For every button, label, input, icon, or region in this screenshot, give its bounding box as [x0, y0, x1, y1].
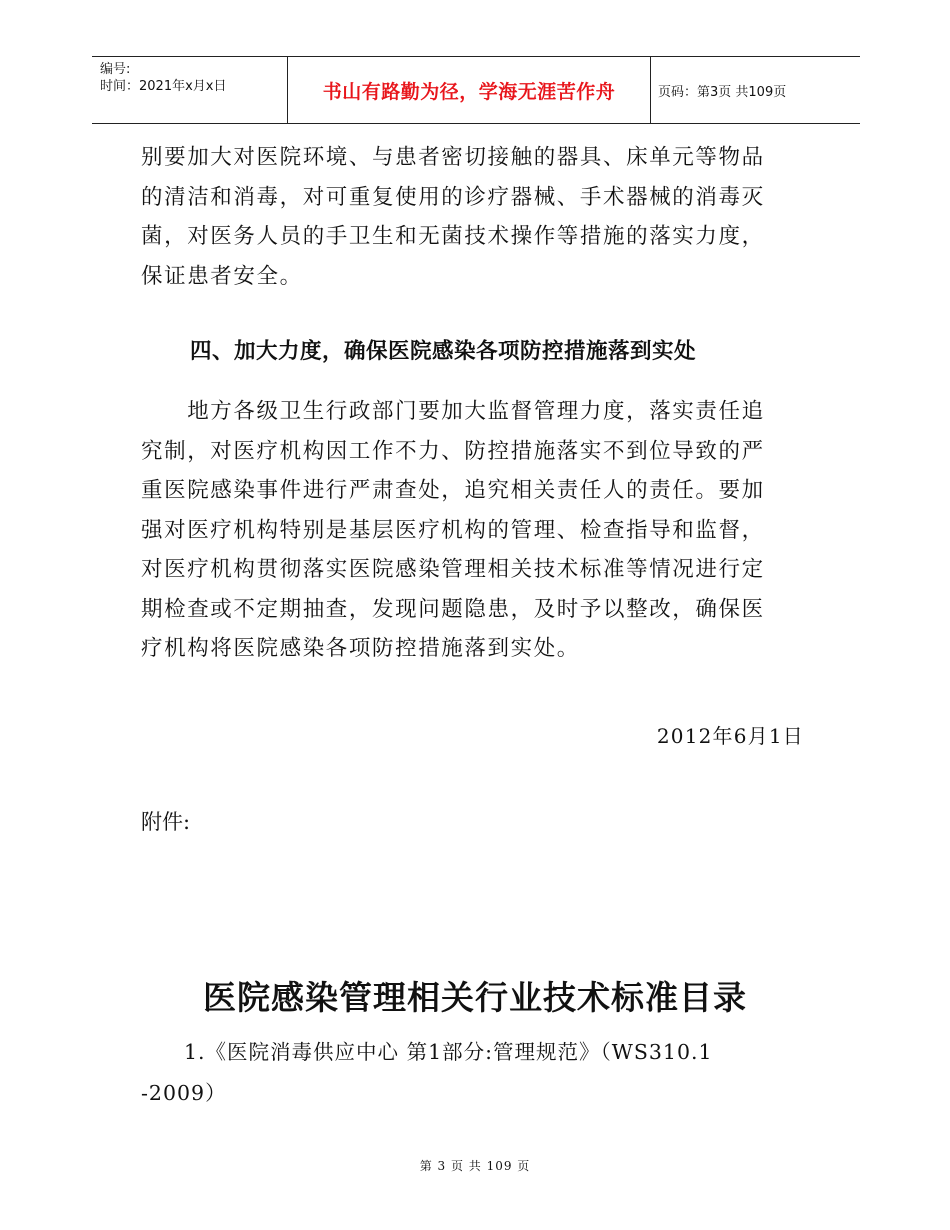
document-date: 2012年6月1日 [656, 724, 804, 748]
text-line: 重医院感染事件进行严肃查处，追究相关责任人的责任。要加 [141, 478, 765, 503]
page-footer: 第 3 页 共 109 页 [419, 1159, 531, 1173]
text-line: 别要加大对医院环境、与患者密切接触的器具、床单元等物品 [141, 145, 765, 170]
paragraph-supervision [141, 392, 811, 669]
section-heading-4: 四、加大力度，确保医院感染各项防控措施落到实处 [190, 339, 697, 364]
text-line: 究制，对医疗机构因工作不力、防控措施落实不到位导致的严 [141, 438, 765, 464]
text-line: 菌，对医务人员的手卫生和无菌技术操作等措施的落实力度， [141, 224, 765, 249]
text-line: 期检查或不定期抽查，发现问题隐患，及时予以整改，确保医 [141, 596, 765, 622]
annex-label: 附件: [141, 810, 191, 834]
page-header [92, 56, 860, 124]
text-line: 疗机构将医院感染各项防控措施落到实处。 [141, 636, 580, 661]
number-label: 编号: [100, 62, 131, 77]
text-line: 对医疗机构贯彻落实医院感染管理相关技术标准等情况进行定 [141, 557, 765, 582]
catalog-item [141, 1032, 821, 1114]
text-line: 保证患者安全。 [141, 263, 303, 289]
text-line: -2009） [141, 1081, 227, 1105]
text-line: 1.《医院消毒供应中心 第1部分:管理规范》（WS310.1 [141, 1040, 713, 1064]
header-motto: 书山有路勤为径，学海无涯苦作舟 [322, 80, 616, 103]
text-line: 的清洁和消毒，对可重复使用的诊疗器械、手术器械的消毒灭 [141, 184, 765, 210]
header-page-info: 页码：第3页 共109页 [658, 84, 787, 100]
header-divider [650, 57, 651, 123]
paragraph-continuation [141, 138, 811, 296]
catalog-title: 医院感染管理相关行业技术标准目录 [203, 978, 747, 1017]
text-line: 地方各级卫生行政部门要加大监督管理力度，落实责任追 [141, 399, 765, 424]
time-label: 时间：2021年x月x日 [100, 79, 227, 94]
header-meta [100, 61, 290, 95]
text-line: 强对医疗机构特别是基层医疗机构的管理、检查指导和监督， [141, 517, 765, 543]
